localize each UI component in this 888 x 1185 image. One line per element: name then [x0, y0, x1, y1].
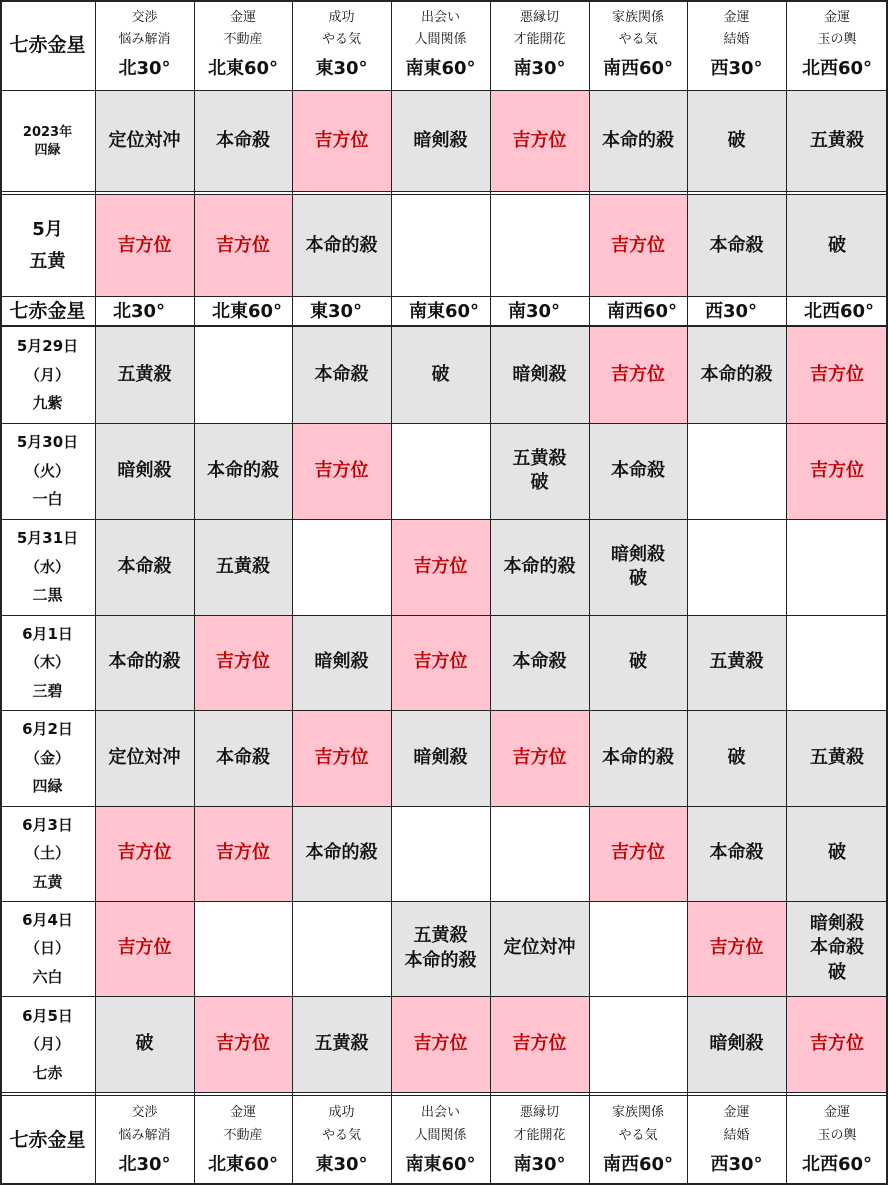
- lucky-direction-text: 吉方位: [413, 651, 468, 673]
- mid-direction-4: [490, 297, 589, 327]
- cell-text: 本命的殺: [503, 555, 576, 577]
- grid-line: [0, 191, 888, 192]
- bottom-header-direction-7: [786, 1097, 888, 1185]
- direction-theme-1: 交渉: [131, 1105, 158, 1120]
- row-label-line: （木）: [24, 653, 70, 672]
- day-row-1-cell-5: [589, 423, 687, 519]
- month-row-cell-1: [194, 195, 292, 297]
- top-header-star-label: 七赤金星: [9, 33, 86, 56]
- day-row-7-cell-4: [490, 996, 589, 1093]
- cell-text: 本命的殺: [305, 234, 378, 256]
- day-row-0-cell-7: [786, 327, 888, 423]
- day-row-6-cell-5: [589, 901, 687, 996]
- row-label-line: 二黒: [32, 586, 63, 605]
- direction-theme-2: 結婚: [723, 1127, 750, 1143]
- row-label-line: （金）: [24, 748, 70, 767]
- year-row-cell-3: [391, 91, 490, 192]
- day-row-1-cell-3: [391, 423, 490, 519]
- day-row-3-label: [0, 615, 95, 710]
- top-header-direction-7: [786, 0, 888, 91]
- grid-line: [0, 806, 888, 807]
- day-row-3-cell-1: [194, 615, 292, 710]
- direction-degree: 西30°: [705, 300, 758, 322]
- direction-theme-2: 玉の輿: [817, 1127, 857, 1143]
- cell-text: 本命的殺: [700, 363, 773, 385]
- row-label-line: 6月3日: [22, 815, 73, 834]
- day-row-4-cell-6: [687, 710, 786, 806]
- day-row-2-cell-5: [589, 519, 687, 615]
- lucky-direction-text: 吉方位: [314, 459, 369, 481]
- direction-degree: 東30°: [315, 1153, 368, 1175]
- grid-line: [0, 615, 888, 616]
- cell-text: 五黄殺: [709, 651, 764, 673]
- cell-text: 本命殺: [314, 363, 369, 385]
- month-row-cell-0: [95, 195, 194, 297]
- direction-theme-1: 成功: [328, 1105, 355, 1120]
- top-header-direction-4: [490, 0, 589, 91]
- top-header-direction-0: [95, 0, 194, 91]
- direction-theme-2: 結婚: [723, 32, 750, 48]
- direction-degree: 南西60°: [602, 58, 674, 79]
- year-row-label: [0, 91, 95, 192]
- cell-text: 本命殺: [216, 130, 270, 152]
- day-row-6-cell-2: [292, 901, 391, 996]
- bottom-header-direction-5: [589, 1097, 687, 1185]
- year-row-cell-6: [687, 91, 786, 192]
- direction-degree: 北30°: [118, 1153, 171, 1175]
- lucky-direction-text: 吉方位: [314, 746, 369, 768]
- direction-degree: 西30°: [710, 58, 763, 79]
- lucky-direction-text: 吉方位: [512, 746, 567, 768]
- day-row-5-cell-7: [786, 806, 888, 901]
- day-row-3-cell-7: [786, 615, 888, 710]
- day-row-5-label: [0, 806, 95, 901]
- lucky-direction-text: 吉方位: [512, 1033, 567, 1055]
- day-row-0-cell-1: [194, 327, 292, 423]
- direction-degree: 北西60°: [804, 300, 875, 322]
- direction-degree: 南30°: [508, 300, 561, 322]
- lucky-direction-text: 吉方位: [611, 234, 665, 256]
- day-row-2-cell-6: [687, 519, 786, 615]
- cell-text: 定位対冲: [503, 937, 576, 959]
- cell-text: 本命殺: [512, 651, 567, 673]
- day-row-6-cell-0: [95, 901, 194, 996]
- day-row-2-cell-0: [95, 519, 194, 615]
- day-row-0-cell-6: [687, 327, 786, 423]
- direction-degree: 北東60°: [207, 1153, 279, 1175]
- mid-direction-7: [786, 297, 888, 327]
- direction-theme-2: 不動産: [223, 1127, 263, 1143]
- month-row-cell-4: [490, 195, 589, 297]
- direction-theme-1: 悪縁切: [519, 9, 559, 25]
- top-header-direction-6: [687, 0, 786, 91]
- direction-theme-1: 金運: [823, 9, 850, 25]
- direction-theme-2: 玉の輿: [817, 32, 857, 48]
- day-row-1-cell-7: [786, 423, 888, 519]
- direction-degree: 北東60°: [212, 300, 283, 322]
- mid-star-label: 七赤金星: [9, 300, 86, 323]
- direction-theme-2: 不動産: [223, 32, 263, 48]
- cell-text: 破: [828, 234, 846, 256]
- mid-direction-6: [687, 297, 786, 327]
- direction-theme-1: 出会い: [420, 1105, 460, 1120]
- day-row-4-cell-1: [194, 710, 292, 806]
- grid-line: [0, 90, 888, 91]
- row-label-line: （日）: [24, 939, 70, 958]
- grid-line: [687, 0, 688, 1185]
- day-row-0-cell-3: [391, 327, 490, 423]
- row-label-line: 5月31日: [16, 529, 79, 548]
- cell-text: 破: [828, 842, 846, 864]
- row-label-line: （水）: [24, 557, 70, 576]
- day-row-4-cell-4: [490, 710, 589, 806]
- cell-text: 本命的殺: [207, 459, 279, 481]
- day-row-5-cell-3: [391, 806, 490, 901]
- day-row-0-cell-2: [292, 327, 391, 423]
- day-row-3-cell-6: [687, 615, 786, 710]
- day-row-1-cell-1: [194, 423, 292, 519]
- grid-line: [0, 901, 888, 902]
- lucky-direction-text: 吉方位: [611, 363, 665, 385]
- lucky-direction-text: 吉方位: [216, 234, 270, 256]
- grid-line: [0, 0, 2, 1185]
- cell-text: 五黄殺: [413, 925, 468, 947]
- row-label-line: 一白: [32, 490, 63, 509]
- bottom-header-direction-2: [292, 1097, 391, 1185]
- day-row-1-cell-4: [490, 423, 589, 519]
- row-label-line: 6月2日: [22, 720, 73, 739]
- day-row-6-cell-7: [786, 901, 888, 996]
- lucky-direction-text: 吉方位: [314, 130, 369, 152]
- direction-degree: 南東60°: [405, 58, 476, 79]
- day-row-2-label: [0, 519, 95, 615]
- row-label-line: （土）: [24, 844, 70, 863]
- cell-text: 五黄殺: [216, 555, 270, 577]
- lucky-direction-text: 吉方位: [810, 459, 864, 481]
- row-label-line: 5月30日: [16, 433, 79, 452]
- grid-line: [786, 0, 787, 1185]
- cell-text: 定位対冲: [108, 130, 181, 152]
- direction-theme-2: 人間関係: [414, 1127, 467, 1143]
- day-row-7-cell-2: [292, 996, 391, 1093]
- grid-line: [0, 710, 888, 711]
- direction-theme-2: やる気: [618, 1127, 658, 1143]
- cell-text: 本命的殺: [602, 746, 674, 768]
- cell-text: 本命的殺: [305, 842, 378, 864]
- grid-line: [0, 0, 888, 2]
- cell-text: 暗剣殺: [314, 651, 369, 673]
- day-row-6-cell-1: [194, 901, 292, 996]
- day-row-2-cell-3: [391, 519, 490, 615]
- direction-degree: 南30°: [513, 58, 566, 79]
- row-label-line: 六白: [32, 967, 63, 986]
- cell-text: 破: [629, 568, 647, 589]
- day-row-3-cell-2: [292, 615, 391, 710]
- day-row-4-cell-2: [292, 710, 391, 806]
- day-row-1-cell-2: [292, 423, 391, 519]
- cell-text: 本命殺: [117, 555, 172, 577]
- lucky-direction-text: 吉方位: [413, 555, 468, 577]
- direction-theme-2: 悩み解消: [118, 32, 171, 48]
- day-row-5-cell-5: [589, 806, 687, 901]
- row-label-line: 七赤: [32, 1063, 63, 1082]
- mid-direction-1: [194, 297, 292, 327]
- day-row-7-cell-3: [391, 996, 490, 1093]
- direction-degree: 北西60°: [801, 1153, 873, 1175]
- direction-theme-2: 悩み解消: [118, 1127, 171, 1143]
- year-row-cell-5: [589, 91, 687, 192]
- day-row-0-cell-0: [95, 327, 194, 423]
- cell-text: 暗剣殺: [709, 1033, 764, 1055]
- cell-text: 暗剣殺: [611, 543, 665, 565]
- day-row-4-label: [0, 710, 95, 806]
- direction-theme-1: 成功: [328, 9, 355, 25]
- row-label-line: （火）: [24, 461, 70, 480]
- cell-text: 本命殺: [611, 459, 665, 481]
- lucky-direction-text: 吉方位: [709, 937, 764, 959]
- cell-text: 五黄殺: [117, 363, 172, 385]
- year-row-cell-7: [786, 91, 888, 192]
- grid-line: [490, 0, 491, 1185]
- row-label-line: （月）: [24, 365, 70, 384]
- direction-theme-2: 才能開花: [513, 32, 566, 48]
- day-row-0-label: [0, 327, 95, 423]
- direction-degree: 東30°: [310, 300, 363, 322]
- direction-degree: 南30°: [513, 1153, 566, 1175]
- grid-line: [391, 0, 392, 1185]
- month-row-cell-3: [391, 195, 490, 297]
- grid-line: [194, 0, 195, 1185]
- direction-theme-1: 出会い: [420, 9, 460, 25]
- direction-degree: 南東60°: [405, 1153, 476, 1175]
- cell-text: 本命的殺: [602, 130, 674, 152]
- cell-text: 定位対冲: [108, 746, 181, 768]
- day-row-5-cell-0: [95, 806, 194, 901]
- direction-degree: 東30°: [315, 58, 368, 79]
- direction-degree: 北西60°: [801, 58, 873, 79]
- top-header-direction-2: [292, 0, 391, 91]
- direction-degree: 北東60°: [207, 58, 279, 79]
- bottom-header-direction-4: [490, 1097, 589, 1185]
- row-label-line: 五黄: [29, 251, 66, 272]
- cell-text: 本命殺: [810, 937, 864, 959]
- day-row-7-cell-7: [786, 996, 888, 1093]
- day-row-3-cell-3: [391, 615, 490, 710]
- cell-text: 破: [629, 651, 647, 673]
- day-row-1-cell-0: [95, 423, 194, 519]
- year-row-cell-4: [490, 91, 589, 192]
- lucky-direction-text: 吉方位: [216, 651, 270, 673]
- direction-theme-1: 金運: [823, 1105, 850, 1120]
- cell-text: 暗剣殺: [413, 746, 468, 768]
- lucky-direction-text: 吉方位: [413, 1033, 468, 1055]
- year-row-cell-1: [194, 91, 292, 192]
- cell-text: 本命殺: [709, 842, 764, 864]
- day-row-3-cell-5: [589, 615, 687, 710]
- grid-line: [0, 1092, 888, 1093]
- grid-line: [0, 1095, 888, 1096]
- cell-text: 五黄殺: [810, 746, 864, 768]
- day-row-5-cell-4: [490, 806, 589, 901]
- row-label-line: 四緑: [34, 142, 61, 158]
- cell-text: 破: [431, 363, 450, 385]
- bottom-header-star-label: 七赤金星: [9, 1129, 86, 1152]
- month-row-cell-5: [589, 195, 687, 297]
- grid-line: [95, 0, 96, 1185]
- bottom-header-direction-0: [95, 1097, 194, 1185]
- row-label-line: 九紫: [32, 394, 63, 413]
- grid-line: [589, 0, 590, 1185]
- day-row-4-cell-7: [786, 710, 888, 806]
- bottom-header-direction-1: [194, 1097, 292, 1185]
- direction-theme-2: やる気: [618, 32, 658, 48]
- month-row-label: [0, 195, 95, 297]
- day-row-2-cell-1: [194, 519, 292, 615]
- lucky-direction-text: 吉方位: [216, 842, 270, 864]
- row-label-line: 2023年: [22, 124, 73, 140]
- lucky-direction-text: 吉方位: [611, 842, 665, 864]
- day-row-6-cell-6: [687, 901, 786, 996]
- direction-degree: 南西60°: [602, 1153, 674, 1175]
- mid-direction-2: [292, 297, 391, 327]
- direction-degree: 南東60°: [409, 300, 480, 322]
- day-row-7-cell-6: [687, 996, 786, 1093]
- day-row-2-cell-2: [292, 519, 391, 615]
- day-row-6-cell-3: [391, 901, 490, 996]
- cell-text: 本命殺: [709, 234, 764, 256]
- row-label-line: 三碧: [32, 681, 63, 700]
- day-row-2-cell-7: [786, 519, 888, 615]
- row-label-line: 6月1日: [22, 624, 73, 643]
- grid-line: [0, 296, 888, 297]
- top-header-direction-5: [589, 0, 687, 91]
- lucky-direction-text: 吉方位: [216, 1033, 270, 1055]
- row-label-line: 5月29日: [16, 337, 79, 356]
- grid-line: [0, 519, 888, 520]
- cell-text: 本命的殺: [108, 651, 181, 673]
- day-row-7-label: [0, 996, 95, 1093]
- cell-text: 暗剣殺: [512, 363, 567, 385]
- lucky-direction-text: 吉方位: [810, 363, 864, 385]
- row-label-line: 5月: [32, 218, 63, 240]
- year-row-cell-2: [292, 91, 391, 192]
- cell-text: 破: [135, 1033, 154, 1055]
- cell-text: 本命的殺: [404, 949, 477, 971]
- mid-direction-0: [95, 297, 194, 327]
- lucky-direction-text: 吉方位: [117, 842, 172, 864]
- day-row-5-cell-6: [687, 806, 786, 901]
- month-row-cell-6: [687, 195, 786, 297]
- day-row-4-cell-5: [589, 710, 687, 806]
- day-row-7-cell-1: [194, 996, 292, 1093]
- grid-line: [0, 423, 888, 424]
- day-row-1-label: [0, 423, 95, 519]
- direction-degree: 西30°: [710, 1153, 763, 1175]
- day-row-7-cell-0: [95, 996, 194, 1093]
- lucky-direction-text: 吉方位: [117, 234, 172, 256]
- cell-text: 暗剣殺: [413, 130, 468, 152]
- row-label-line: 五黄: [32, 872, 63, 891]
- year-row-cell-0: [95, 91, 194, 192]
- row-label-line: 6月4日: [22, 910, 73, 929]
- bottom-header-direction-6: [687, 1097, 786, 1185]
- mid-direction-5: [589, 297, 687, 327]
- row-label-line: （月）: [24, 1035, 70, 1054]
- day-row-6-cell-4: [490, 901, 589, 996]
- day-row-4-cell-0: [95, 710, 194, 806]
- day-row-5-cell-2: [292, 806, 391, 901]
- mid-direction-3: [391, 297, 490, 327]
- day-row-4-cell-3: [391, 710, 490, 806]
- direction-theme-2: やる気: [321, 32, 361, 48]
- day-row-3-cell-4: [490, 615, 589, 710]
- top-header-direction-1: [194, 0, 292, 91]
- direction-theme-1: 悪縁切: [519, 1105, 559, 1120]
- lucky-direction-text: 吉方位: [512, 130, 567, 152]
- direction-theme-2: 人間関係: [414, 32, 467, 48]
- direction-degree: 南西60°: [607, 300, 678, 322]
- direction-degree: 北30°: [113, 300, 166, 322]
- grid-line: [0, 996, 888, 997]
- day-row-0-cell-5: [589, 327, 687, 423]
- cell-text: 本命殺: [216, 746, 270, 768]
- grid-line: [0, 325, 888, 327]
- cell-text: 破: [530, 472, 549, 493]
- direction-theme-2: やる気: [321, 1127, 361, 1143]
- cell-text: 暗剣殺: [117, 459, 172, 481]
- cell-text: 破: [727, 130, 746, 152]
- day-row-2-cell-4: [490, 519, 589, 615]
- direction-theme-2: 才能開花: [513, 1127, 566, 1143]
- cell-text: 破: [727, 746, 746, 768]
- day-row-6-label: [0, 901, 95, 996]
- direction-theme-1: 交渉: [131, 9, 158, 25]
- direction-theme-1: 家族関係: [611, 9, 664, 25]
- cell-text: 五黄殺: [810, 130, 864, 152]
- direction-theme-1: 家族関係: [611, 1105, 664, 1120]
- direction-theme-1: 金運: [723, 1105, 750, 1120]
- cell-text: 暗剣殺: [810, 913, 864, 935]
- month-row-cell-7: [786, 195, 888, 297]
- month-row-cell-2: [292, 195, 391, 297]
- day-row-3-cell-0: [95, 615, 194, 710]
- direction-theme-1: 金運: [723, 9, 750, 25]
- direction-theme-1: 金運: [229, 9, 256, 25]
- day-row-5-cell-1: [194, 806, 292, 901]
- day-row-7-cell-5: [589, 996, 687, 1093]
- lucky-direction-text: 吉方位: [810, 1033, 864, 1055]
- cell-text: 五黄殺: [314, 1033, 369, 1055]
- top-header-direction-3: [391, 0, 490, 91]
- day-row-0-cell-4: [490, 327, 589, 423]
- direction-degree: 北30°: [118, 58, 171, 79]
- row-label-line: 6月5日: [22, 1006, 73, 1025]
- cell-text: 破: [828, 961, 846, 983]
- row-label-line: 四緑: [32, 777, 63, 796]
- lucky-direction-text: 吉方位: [117, 937, 172, 959]
- grid-line: [292, 0, 293, 1185]
- cell-text: 五黄殺: [512, 447, 567, 469]
- direction-theme-1: 金運: [229, 1105, 256, 1120]
- grid-line: [0, 194, 888, 195]
- bottom-header-direction-3: [391, 1097, 490, 1185]
- day-row-1-cell-6: [687, 423, 786, 519]
